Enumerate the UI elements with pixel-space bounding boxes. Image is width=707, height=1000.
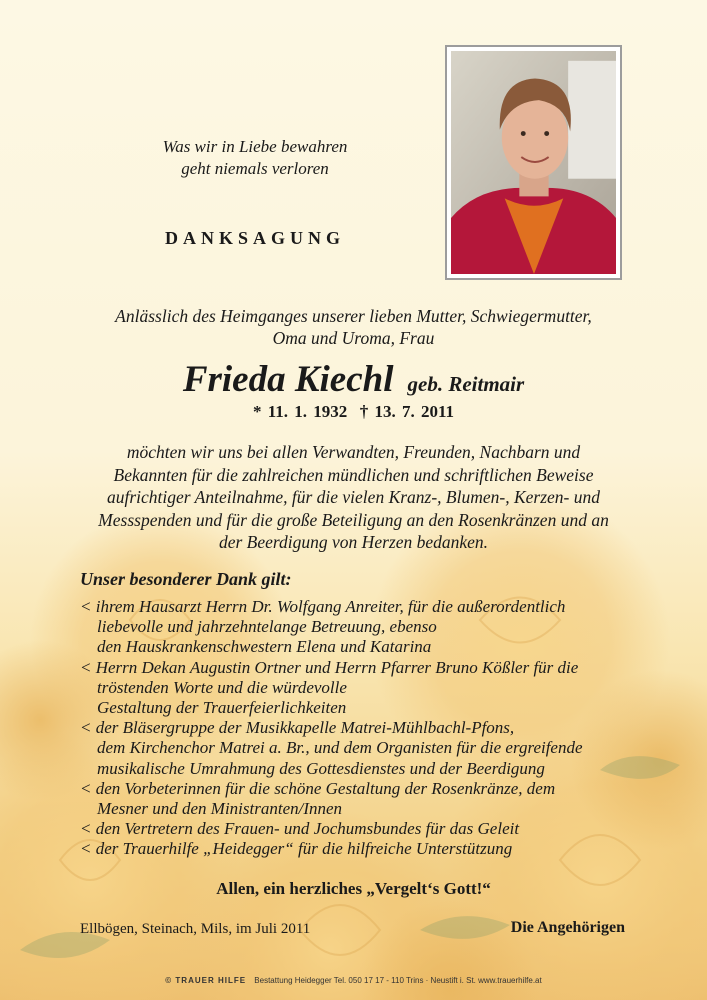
thanks-item: < der Bläsergruppe der Musikkapelle Matrei-Mühlbachl-Pfons, <box>80 718 515 738</box>
thanks-item: < der Trauerhilfe „Heidegger“ für die hilfreiche Unterstützung <box>80 839 513 859</box>
footer <box>0 976 707 985</box>
thanks-item-continuation: liebevolle und jahrzehntelange Betreuung, ebenso <box>97 617 437 637</box>
deceased-name-block <box>60 358 647 401</box>
thanks-item: < ihrem Hausarzt Herrn Dr. Wolfgang Anreiter, für die außerordentlich <box>80 597 566 616</box>
heading-danksagung: DANKSAGUNG <box>164 228 345 248</box>
quote-line: geht niemals verloren <box>181 159 329 178</box>
thanks-item-continuation: Mesner und den Ministranten/Innen <box>97 799 343 819</box>
thanks-item-continuation: musikalische Umrahmung des Gottesdienstes und der Beerdigung <box>97 758 545 778</box>
body-line: Bekannten für die zahlreichen mündlichen und schriftlichen Beweise <box>113 464 594 485</box>
thanks-item-continuation: tröstenden Worte und die würdevolle <box>97 677 347 697</box>
place-and-date: Ellbögen, Steinach, Mils, im Juli 2011 <box>80 921 311 937</box>
memorial-quote <box>110 136 400 180</box>
intro-line: Anlässlich des Heimganges unserer lieben Mutter, Schwiegermutter, <box>115 306 592 326</box>
intro-line: Oma und Uroma, Frau <box>272 328 435 348</box>
deceased-name: Frieda Kiechl <box>182 359 394 400</box>
thanks-item: < Herrn Dekan Augustin Ortner und Herrn Pfarrer Bruno Kößler für die <box>80 657 579 677</box>
special-thanks-list <box>80 597 583 860</box>
closing-line: Allen, ein herzliches „Vergelt‘s Gott!“ <box>216 879 491 898</box>
trauerhilfe-logo: © TRAUER HILFE <box>165 976 247 985</box>
intro-text <box>60 305 647 349</box>
thanks-item-continuation: den Hauskrankenschwestern Elena und Katarina <box>97 637 432 657</box>
body-line: der Beerdigung von Herzen bedanken. <box>218 532 489 552</box>
thanks-item-continuation: dem Kirchenchor Matrei a. Br., und dem Organisten für die ergreifende <box>97 738 583 758</box>
signature-relatives: Die Angehörigen <box>510 919 625 936</box>
body-line: möchten wir uns bei allen Verwandten, Freunden, Nachbarn und <box>126 442 581 462</box>
life-dates: * 11. 1. 1932 † 13. 7. 2011 <box>252 402 455 421</box>
footer-contact: Bestattung Heidegger Tel. 050 17 17 - 110 Trins · Neustift i. St. www.trauerhilfe.at <box>254 976 542 985</box>
quote-line: Was wir in Liebe bewahren <box>162 137 348 156</box>
maiden-name: geb. Reitmair <box>407 372 525 396</box>
portrait-photo-frame <box>445 45 622 280</box>
thanks-item-continuation: Gestaltung der Trauerfeierlichkeiten <box>97 698 347 718</box>
thanks-body-text <box>70 441 637 554</box>
portrait-photo <box>451 51 616 274</box>
body-line: Messspenden und für die große Beteiligung an den Rosenkränzen und an <box>98 509 609 530</box>
thanks-item: < den Vorbeterinnen für die schöne Gestaltung der Rosenkränze, dem <box>80 778 556 798</box>
body-line: aufrichtiger Anteilnahme, für die vielen Kranz-, Blumen-, Kerzen- und <box>107 487 600 507</box>
special-thanks-heading: Unser besonderer Dank gilt: <box>80 569 292 589</box>
thanks-item: < den Vertretern des Frauen- und Jochumsbundes für das Geleit <box>80 819 520 839</box>
